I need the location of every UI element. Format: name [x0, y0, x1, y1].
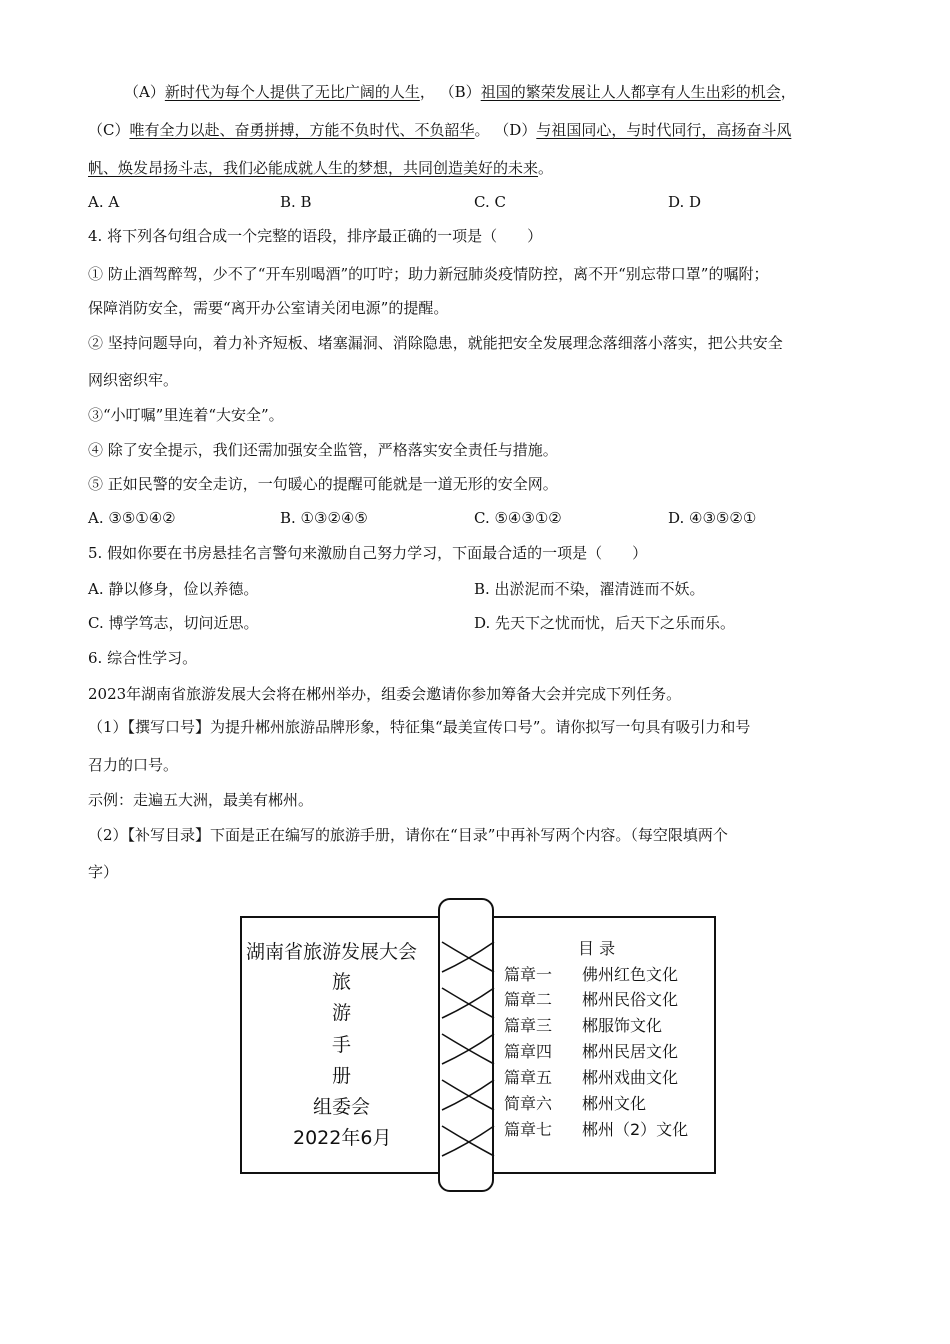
toc-chapter-no: 简章六 — [504, 1094, 553, 1113]
toc-chapter-no: 篇章一 — [504, 965, 553, 984]
q4-option-d[interactable]: D. ④③⑤②① — [668, 509, 757, 527]
q3-sentence-c: 唯有全力以赴、奋勇拼搏，方能不负时代、不负韶华 — [129, 121, 475, 139]
handbook-cover-char-4: 册 — [332, 1065, 352, 1087]
q3-sentence-d-cont: 帆、焕发昂扬斗志，我们必能成就人生的梦想，共同创造美好的未来 — [88, 159, 539, 177]
q6-task-2: （2）【补写目录】下面是正在编写的旅游手册，请你在“目录”中再补写两个内容。（每空限填两个 — [88, 826, 728, 844]
q4-sentence-2-cont: 网织密织牢。 — [88, 371, 179, 389]
spine-rings-graphic — [440, 900, 496, 1194]
toc-heading: 目 录 — [578, 939, 616, 958]
q3-label-d: （D） — [494, 121, 537, 139]
q4-option-a[interactable]: A. ③⑤①④② — [88, 509, 176, 527]
q3-sep: ， — [419, 83, 435, 101]
toc-chapter-name: 郴州戏曲文化 — [582, 1068, 679, 1087]
q4-sentence-5: ⑤ 正如民警的安全走访，一句暖心的提醒可能就是一道无形的安全网。 — [88, 475, 558, 493]
q3-option-c[interactable]: C. C — [474, 193, 506, 211]
toc-chapter-name: 佛州红色文化 — [582, 965, 679, 984]
q6-task-1-cont: 召力的口号。 — [88, 756, 179, 774]
toc-chapter-no: 篇章七 — [504, 1120, 553, 1139]
q3-line-2 — [88, 120, 791, 140]
handbook-cover-title: 湖南省旅游发展大会 — [246, 941, 418, 963]
q6-example: 示例：走遍五大洲，最美有郴州。 — [88, 791, 314, 809]
q4-sentence-4: ④ 除了安全提示，我们还需加强安全监管，严格落实安全责任与措施。 — [88, 441, 558, 459]
toc-chapter-name: 郴服饰文化 — [582, 1016, 663, 1035]
q4-sentence-1: ① 防止酒驾醉驾，少不了“开车别喝酒”的叮咛；助力新冠肺炎疫情防控，离不开“别忘带口罩”的嘱附； — [88, 265, 769, 283]
q6-task-1: （1）【撰写口号】为提升郴州旅游品牌形象，特征集“最美宣传口号”。请你拟写一句具有吸引力和号 — [88, 718, 751, 736]
q4-stem: 4. 将下列各句组合成一个完整的语段，排序最正确的一项是（ ） — [88, 227, 543, 245]
handbook-spine — [438, 898, 494, 1192]
handbook-cover-date: 2022年6月 — [293, 1127, 392, 1149]
q4-option-c[interactable]: C. ⑤④③①② — [474, 509, 562, 527]
q3-sentence-a: 新时代为每个人提供了无比广阔的人生 — [164, 83, 420, 101]
q5-option-b[interactable]: B. 出淤泥而不染，濯清涟而不妖。 — [474, 580, 705, 598]
toc-chapter-name: 郴州民俗文化 — [582, 990, 679, 1009]
handbook-cover-org: 组委会 — [313, 1096, 371, 1118]
q6-task-2-cont: 字） — [88, 863, 119, 881]
handbook-cover-char-2: 游 — [332, 1002, 352, 1024]
q6-stem: 6. 综合性学习。 — [88, 649, 198, 667]
q3-sep: 。 — [474, 121, 490, 139]
toc-chapter-no: 篇章五 — [504, 1068, 553, 1087]
handbook-cover-char-3: 手 — [332, 1034, 352, 1056]
toc-chapter-no: 篇章四 — [504, 1042, 553, 1061]
q5-stem: 5. 假如你要在书房悬挂名言警句来激励自己努力学习，下面最合适的一项是（ ） — [88, 544, 648, 562]
toc-chapter-no: 篇章二 — [504, 990, 553, 1009]
q3-sentence-b: 祖国的繁荣发展让人人都享有人生出彩的机会 — [480, 83, 781, 101]
q5-option-a[interactable]: A. 静以修身，俭以养德。 — [88, 580, 259, 598]
q4-sentence-3: ③“小叮嘱”里连着“大安全”。 — [88, 406, 284, 424]
q3-label-a: （A） — [124, 83, 165, 101]
toc-chapter-name: 郴州（2）文化 — [582, 1120, 689, 1139]
q4-sentence-1-cont: 保障消防安全，需要“离开办公室请关闭电源”的提醒。 — [88, 299, 449, 317]
q6-intro: 2023年湖南省旅游发展大会将在郴州举办，组委会邀请你参加筹备大会并完成下列任务。 — [88, 685, 682, 703]
toc-chapter-name: 郴州文化 — [582, 1094, 647, 1113]
q5-option-c[interactable]: C. 博学笃志，切问近思。 — [88, 614, 259, 632]
q3-label-b: （B） — [439, 83, 481, 101]
q3-label-c: （C） — [88, 121, 130, 139]
q4-sentence-2: ② 坚持问题导向，着力补齐短板、堵塞漏洞、消除隐患，就能把安全发展理念落细落小落实，把公共安全 — [88, 334, 783, 352]
toc-chapter-no: 篇章三 — [504, 1016, 553, 1035]
q3-sep: ， — [780, 83, 796, 101]
q5-option-d[interactable]: D. 先天下之忧而忧，后天下之乐而乐。 — [474, 614, 736, 632]
q3-line-1 — [124, 82, 796, 102]
q3-line-3 — [88, 158, 553, 178]
q3-sentence-d: 与祖国同心，与时代同行，高扬奋斗风 — [536, 121, 792, 139]
q4-option-b[interactable]: B. ①③②④⑤ — [280, 509, 368, 527]
handbook-cover-char-1: 旅 — [332, 971, 352, 993]
toc-chapter-name: 郴州民居文化 — [582, 1042, 679, 1061]
q3-option-d[interactable]: D. D — [668, 193, 702, 211]
q3-end: 。 — [538, 159, 554, 177]
q3-option-a[interactable]: A. A — [88, 193, 120, 211]
q3-option-b[interactable]: B. B — [280, 193, 312, 211]
